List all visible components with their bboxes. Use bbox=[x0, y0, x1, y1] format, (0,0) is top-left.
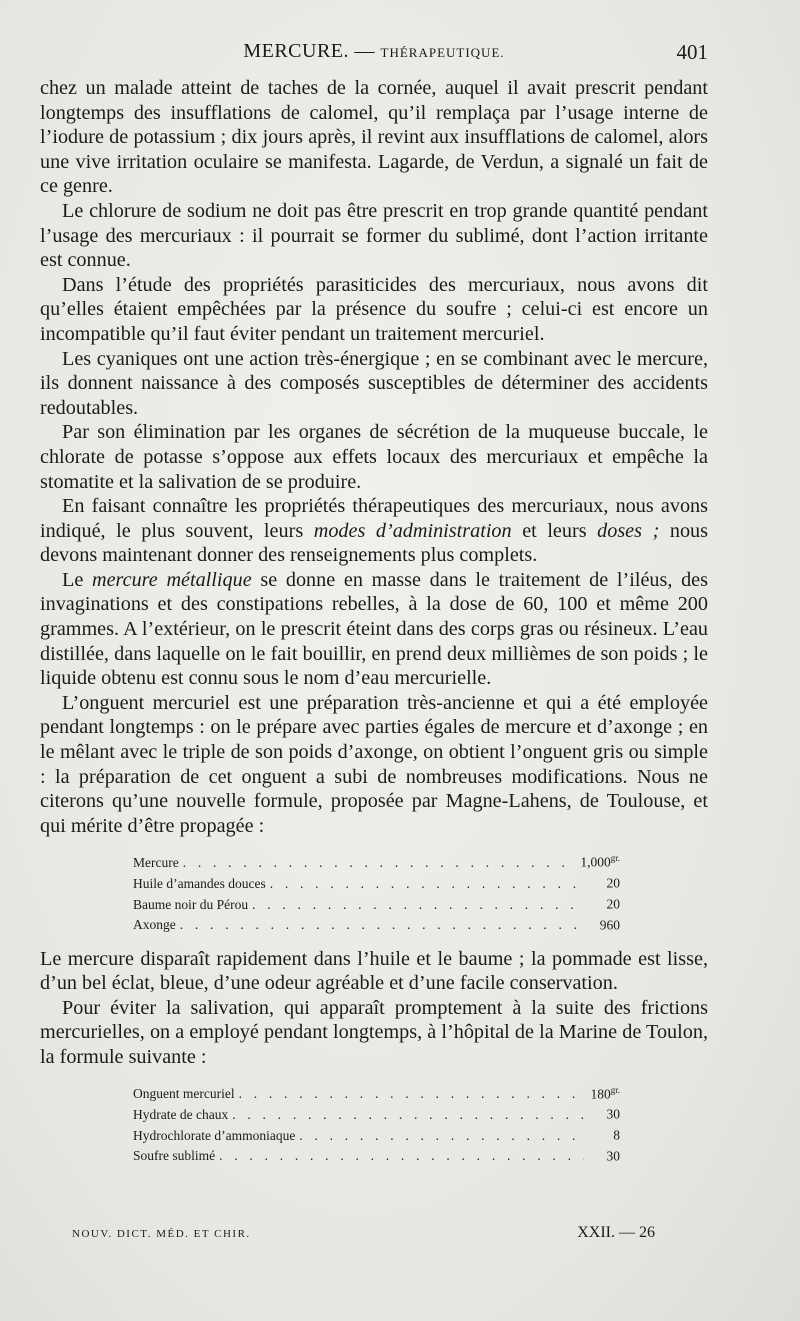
paragraph-1: chez un malade atteint de taches de la cornée, auquel il avait prescrit pendant longtemps des insufflations de calomel, qu’il remplaça par l’usage interne de l’iodure de potassium ; dix jours après, il revint aux insufflations de calomel, alors une vive irritation oculaire se manifesta. Lagarde, de Verdun, a signalé un fait de ce genre. bbox=[40, 77, 708, 198]
leader-dots bbox=[252, 896, 584, 913]
leader-dots bbox=[239, 1085, 584, 1102]
ingredient-quantity bbox=[588, 892, 620, 913]
recipe-row bbox=[133, 913, 620, 934]
leader-dots bbox=[183, 854, 577, 871]
paragraph-6 bbox=[40, 494, 708, 568]
recipe-table-2 bbox=[133, 1082, 620, 1165]
leader-dots bbox=[299, 1127, 584, 1144]
paragraph-9: Le mercure disparaît rapidement dans l’huile et le baume ; la pommade est lisse, d’un bel éclat, bleue, d’une odeur agréable et d’une facile conservation. bbox=[40, 947, 708, 995]
ingredient-name: Hydrate de chaux bbox=[133, 1106, 229, 1122]
recipe-row bbox=[133, 1082, 620, 1103]
running-title-dash: — bbox=[354, 40, 376, 62]
leader-dots bbox=[270, 875, 584, 892]
ingredient-quantity bbox=[588, 913, 620, 934]
p6-text-c: et leurs bbox=[511, 519, 598, 542]
recipe-row bbox=[133, 892, 620, 913]
running-title-section: THÉRAPEUTIQUE. bbox=[380, 45, 505, 60]
paragraph-5: Par son élimination par les organes de sécrétion de la muqueuse buccale, le chlorate de potasse s’oppose aux effets locaux des mercuriaux et empêche la stomatite et la salivation de se produire. bbox=[40, 421, 708, 493]
running-header bbox=[40, 40, 708, 70]
ingredient-quantity bbox=[588, 1102, 620, 1123]
quantity-unit: gr. bbox=[610, 1084, 620, 1095]
p6-italic-doses: doses ; bbox=[597, 519, 660, 542]
page-number: 401 bbox=[676, 40, 708, 64]
p6-text-e: nous devons maintenant donner des renseignements plus complets. bbox=[40, 519, 709, 567]
paragraph-8: L’onguent mercuriel est une préparation très-ancienne et qui a été employée pendant longtemps : on le prépare avec parties égales de mercure et d’axonge ; en le mêlant avec le triple de son poids d’axonge, on obtient l’onguent gris ou simple : la préparation de cet onguent a subi de nombreuses modifications. Nous ne citerons qu’une nouvelle formule, proposée par Magne-Lahens, de Toulouse, et qui mérite d’être propagée : bbox=[40, 691, 708, 837]
paragraph-7 bbox=[40, 568, 708, 691]
ingredient-name: Huile d’amandes douces bbox=[133, 875, 266, 891]
p7-text-a: Le bbox=[62, 568, 92, 591]
ingredient-quantity bbox=[588, 1082, 620, 1103]
p6-text-a: En faisant connaître les propriétés thérapeutiques des mercuriaux, nous avons indiqué, le plus souvent, leurs bbox=[40, 495, 708, 542]
quantity-value: 20 bbox=[606, 875, 620, 891]
ingredient-name: Axonge bbox=[133, 917, 176, 933]
p7-italic-mercure: mercure métallique bbox=[91, 568, 252, 591]
running-title-main: MERCURE. bbox=[243, 40, 350, 62]
recipe-row bbox=[133, 1123, 620, 1144]
ingredient-quantity bbox=[588, 1144, 620, 1165]
quantity-value: 8 bbox=[613, 1127, 620, 1143]
paragraph-2: Le chlorure de sodium ne doit pas être prescrit en trop grande quantité pendant l’usage des mercuriaux : il pourrait se former du sublimé, dont l’action irritante est connue. bbox=[40, 199, 708, 272]
page-footer bbox=[72, 1224, 655, 1248]
page-body bbox=[40, 76, 708, 1178]
paragraph-3: Dans l’étude des propriétés parasiticides des mercuriaux, nous avons dit qu’elles étaient empêchées par la présence du soufre ; celui-ci est encore un incompatible qu’il faut éviter pendant un traitement mercuriel. bbox=[40, 273, 708, 345]
leader-dots bbox=[232, 1106, 584, 1123]
leader-dots bbox=[219, 1147, 584, 1164]
recipe-row bbox=[133, 850, 620, 871]
ingredient-quantity bbox=[588, 1123, 620, 1144]
ingredient-name: Hydrochlorate d’ammoniaque bbox=[133, 1127, 296, 1143]
ingredient-name: Onguent mercuriel bbox=[133, 1086, 235, 1102]
ingredient-quantity bbox=[580, 850, 620, 871]
ingredient-name: Soufre sublimé bbox=[133, 1148, 216, 1164]
quantity-value: 20 bbox=[606, 896, 620, 912]
quantity-value: 1,000 bbox=[580, 854, 611, 870]
recipe-row bbox=[133, 1102, 620, 1123]
ingredient-quantity bbox=[588, 871, 620, 892]
recipe-row bbox=[133, 871, 620, 892]
volume-sheet-number: XXII. — 26 bbox=[577, 1224, 655, 1241]
quantity-unit: gr. bbox=[610, 853, 620, 864]
recipe-table-1 bbox=[133, 850, 620, 933]
ingredient-name: Baume noir du Pérou bbox=[133, 896, 249, 912]
leader-dots bbox=[180, 916, 584, 933]
p6-italic-modes: modes d’administration bbox=[313, 519, 512, 542]
quantity-value: 30 bbox=[606, 1148, 620, 1164]
running-title bbox=[40, 40, 708, 63]
recipe-row bbox=[133, 1144, 620, 1165]
quantity-value: 30 bbox=[606, 1106, 620, 1122]
quantity-value: 180 bbox=[590, 1086, 611, 1102]
paragraph-4: Les cyaniques ont une action très-énergique ; en se combinant avec le mercure, ils donnent naissance à des composés susceptibles de déterminer des accidents redoutables. bbox=[40, 347, 708, 419]
ingredient-name: Mercure bbox=[133, 854, 179, 870]
publication-signature: NOUV. DICT. MÉD. ET CHIR. bbox=[72, 1228, 251, 1240]
quantity-value: 960 bbox=[599, 917, 620, 933]
p7-text-c: se donne en masse dans le traitement de l’iléus, des invaginations et des constipations rebelles, à la dose de 60, 100 et même 200 grammes. A l’extérieur, on le prescrit éteint dans des corps gras ou résineux. L’eau distillée, dans laquelle on le fait bouillir, en prend deux millièmes de son poids ; le liquide obtenu est connu sous le nom d’eau mercurielle. bbox=[40, 568, 709, 690]
paragraph-10: Pour éviter la salivation, qui apparaît promptement à la suite des frictions mercurielles, on a employé pendant longtemps, à l’hôpital de la Marine de Toulon, la formule suivante : bbox=[40, 996, 708, 1068]
